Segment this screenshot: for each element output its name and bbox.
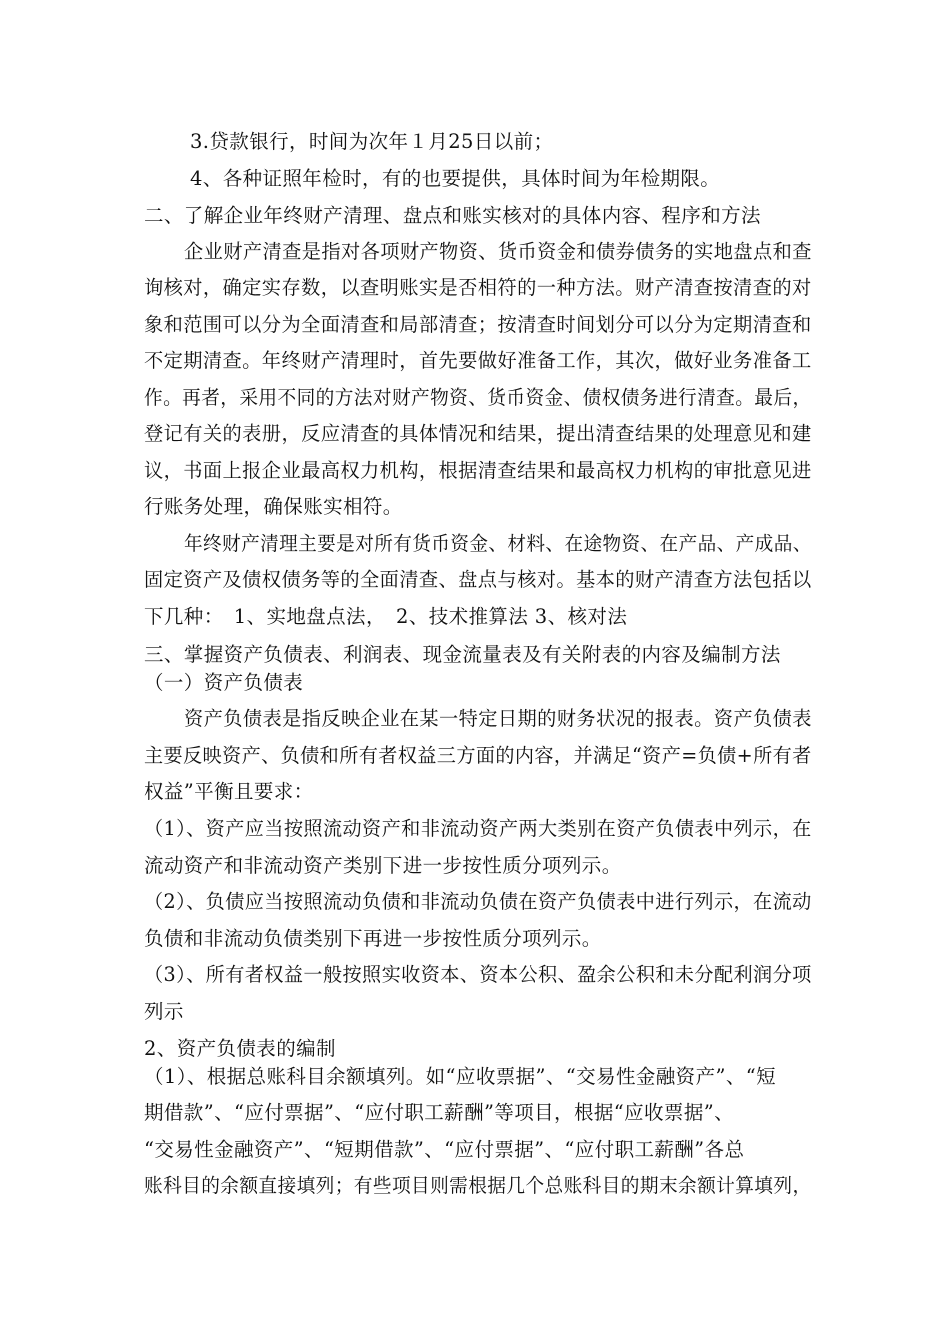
paragraph-line: 列示 [144, 1000, 184, 1023]
paragraph-line: “交易性金融资产”、“短期借款”、“应付票据”、“应付职工薪酬”各总 [144, 1138, 745, 1161]
list-item-3: 3.贷款银行，时间为次年１月25日以前； [190, 130, 554, 153]
paragraph-line: 象和范围可以分为全面清查和局部清查；按清查时间划分可以分为定期清查和 [144, 313, 812, 336]
paragraph-line: 作。再者，采用不同的方法对财产物资、货币资金、债权债务进行清查。最后， [144, 386, 812, 409]
paragraph-line: 期借款”、“应付票据”、“应付职工薪酬”等项目，根据“应收票据”、 [144, 1101, 734, 1124]
section-heading-3: 三、掌握资产负债表、利润表、现金流量表及有关附表的内容及编制方法 [144, 643, 781, 666]
paragraph-line: 企业财产清查是指对各项财产物资、货币资金和债券债务的实地盘点和查 [184, 240, 812, 263]
section-heading-2: 二、了解企业年终财产清理、盘点和账实核对的具体内容、程序和方法 [144, 204, 761, 227]
paragraph-line: 负债和非流动负债类别下再进一步按性质分项列示。 [144, 927, 602, 950]
paragraph-line: 主要反映资产、负债和所有者权益三方面的内容，并满足“资产=负债+所有者 [144, 744, 812, 767]
list-item: （1）、资产应当按照流动资产和非流动资产两大类别在资产负债表中列示，在 [144, 817, 812, 840]
list-item: （3）、所有者权益一般按照实收资本、资本公积、盈余公积和未分配利润分项 [144, 963, 812, 986]
paragraph-line: 资产负债表是指反映企业在某一特定日期的财务状况的报表。资产负债表 [184, 707, 812, 730]
subsection-heading: 2、资产负债表的编制 [144, 1037, 336, 1060]
paragraph-line: 流动资产和非流动资产类别下进一步按性质分项列示。 [144, 854, 622, 877]
paragraph-line: 权益”平衡且要求： [144, 780, 314, 803]
subsection-heading: （一）资产负债表 [144, 671, 304, 694]
paragraph-line: 不定期清查。年终财产清理时，首先要做好准备工作，其次，做好业务准备工 [144, 349, 812, 372]
paragraph-line: 询核对，确定实存数，以查明账实是否相符的一种方法。财产清查按清查的对 [144, 276, 812, 299]
list-item: （2）、负债应当按照流动负债和非流动负债在资产负债表中进行列示，在流动 [144, 890, 812, 913]
paragraph-line: 下几种： 1、实地盘点法， 2、技术推算法 3、核对法 [144, 605, 628, 628]
paragraph-line: 年终财产清理主要是对所有货币资金、材料、在途物资、在产品、产成品、 [184, 532, 812, 555]
list-item-4: 4、各种证照年检时，有的也要提供，具体时间为年检期限。 [190, 167, 721, 190]
paragraph-line: 议，书面上报企业最高权力机构，根据清查结果和最高权力机构的审批意见进 [144, 459, 812, 482]
paragraph-line: 账科目的余额直接填列；有些项目则需根据几个总账科目的期末余额计算填列， [144, 1174, 812, 1197]
paragraph-line: 行账务处理，确保账实相符。 [144, 495, 403, 518]
list-item: （1）、根据总账科目余额填列。如“应收票据”、“交易性金融资产”、“短 [144, 1065, 777, 1088]
paragraph-line: 固定资产及债权债务等的全面清查、盘点与核对。基本的财产清查方法包括以 [144, 568, 812, 591]
paragraph-line: 登记有关的表册，反应清查的具体情况和结果，提出清查结果的处理意见和建 [144, 422, 812, 445]
